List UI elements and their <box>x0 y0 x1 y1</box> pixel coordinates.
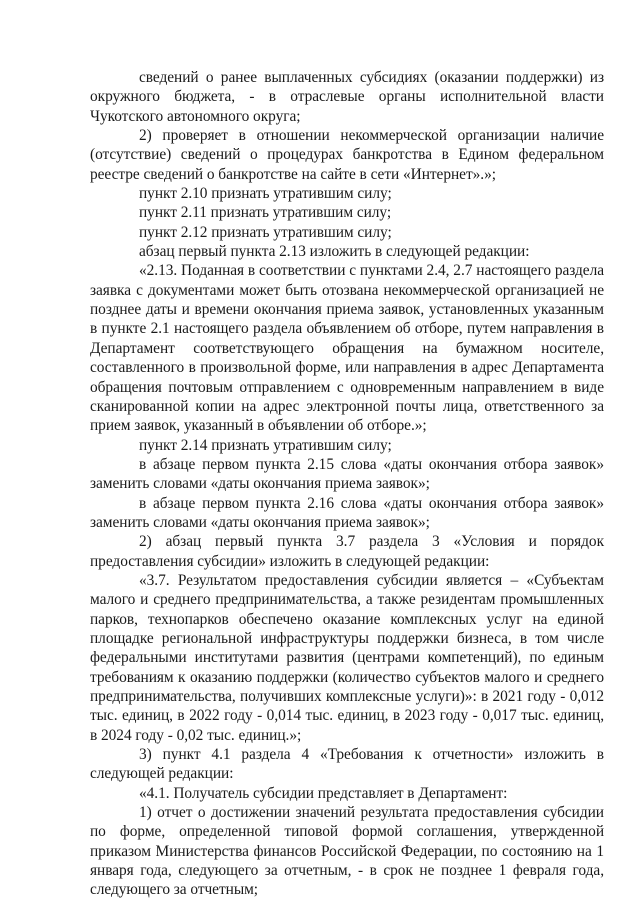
paragraph-clause-2-16: в абзаце первом пункта 2.16 слова «даты окончания отбора заявок» заменить словами «даты окончания приема заявок»; <box>90 494 604 531</box>
paragraph-clause-2-15: в абзаце первом пункта 2.15 слова «даты окончания отбора заявок» заменить словами «даты окончания приема заявок»; <box>90 455 604 493</box>
paragraph-clause-2-14: пункт 2.14 признать утратившим силу; <box>139 436 392 454</box>
paragraph-clause-3-7-intro: 2) абзац первый пункта 3.7 раздела 3 «Условия и порядок предоставления субсидии» изложить в следующей редакции: <box>90 533 604 570</box>
paragraph-bankruptcy-check: 2) проверяет в отношении некоммерческой организации наличие (отсутствие) сведений о процедурах банкротства в Едином федеральном реестре сведений о банкротстве на сайте в сети «Интернет».»; <box>90 127 604 183</box>
paragraph-clause-4-1-text: «4.1. Получатель субсидии представляет в Департамент: <box>139 784 508 802</box>
paragraph-clause-2-13-intro: абзац первый пункта 2.13 изложить в следующей редакции: <box>139 243 530 261</box>
paragraph-clause-3-7-text: «3.7. Результатом предоставления субсидии является – «Субъектам малого и среднего предпринимательства, а также резидентам промышленных парков, технопарков обеспечено оказание комплексных услуг на единой площадке региональной инфраструктуры поддержки бизнеса, в том числе федеральными институтами развития (центрами компетенций), по единым требованиям к оказанию поддержки (количество субъектов малого и среднего предпринимательства, получивших комплексные услуги)»: в 2021 году - 0,012 тыс. единиц, в 2022 году - 0,014 тыс. единиц, в 2023 году - 0,017 тыс. единиц, в 2024 году - 0,02 тыс. единиц.»; <box>90 571 604 744</box>
paragraph-clause-4-1-intro: 3) пункт 4.1 раздела 4 «Требования к отчетности» изложить в следующей редакции: <box>90 746 604 783</box>
paragraph-clause-2-10: пункт 2.10 признать утратившим силу; <box>139 185 392 203</box>
paragraph-clause-2-12: пункт 2.12 признать утратившим силу; <box>139 223 392 241</box>
paragraph-subsidy-info: сведений о ранее выплаченных субсидиях (оказании поддержки) из окружного бюджета, - в отраслевые органы исполнительной власти Чукотского автономного округа; <box>90 69 604 125</box>
paragraph-report-item-1: 1) отчет о достижении значений результата предоставления субсидии по форме, определенной типовой формой соглашения, утвержденной приказом Министерства финансов Российской Федерации, по состоянию на 1 января года, следующего за отчетным, - в срок не позднее 1 февраля года, следующего за отчетным; <box>90 804 604 899</box>
paragraph-clause-2-13-text: «2.13. Поданная в соответствии с пунктами 2.4, 2.7 настоящего раздела заявка с документами может быть отозвана некоммерческой организацией не позднее даты и времени окончания приема заявок, установленных указанным в пункте 2.1 настоящего раздела объявлением об отборе, путем направления в Департамент соответствующего обращения на бумажном носителе, составленного в произвольной форме, или направления в адрес Департамента обращения почтовым отправлением с одновременным направлением в виде сканированной копии на адрес электронной почты лица, ответственного за прием заявок, указанный в объявлении об отборе.»; <box>90 262 604 435</box>
document-page <box>90 68 604 900</box>
paragraph-clause-2-11: пункт 2.11 признать утратившим силу; <box>139 204 392 222</box>
